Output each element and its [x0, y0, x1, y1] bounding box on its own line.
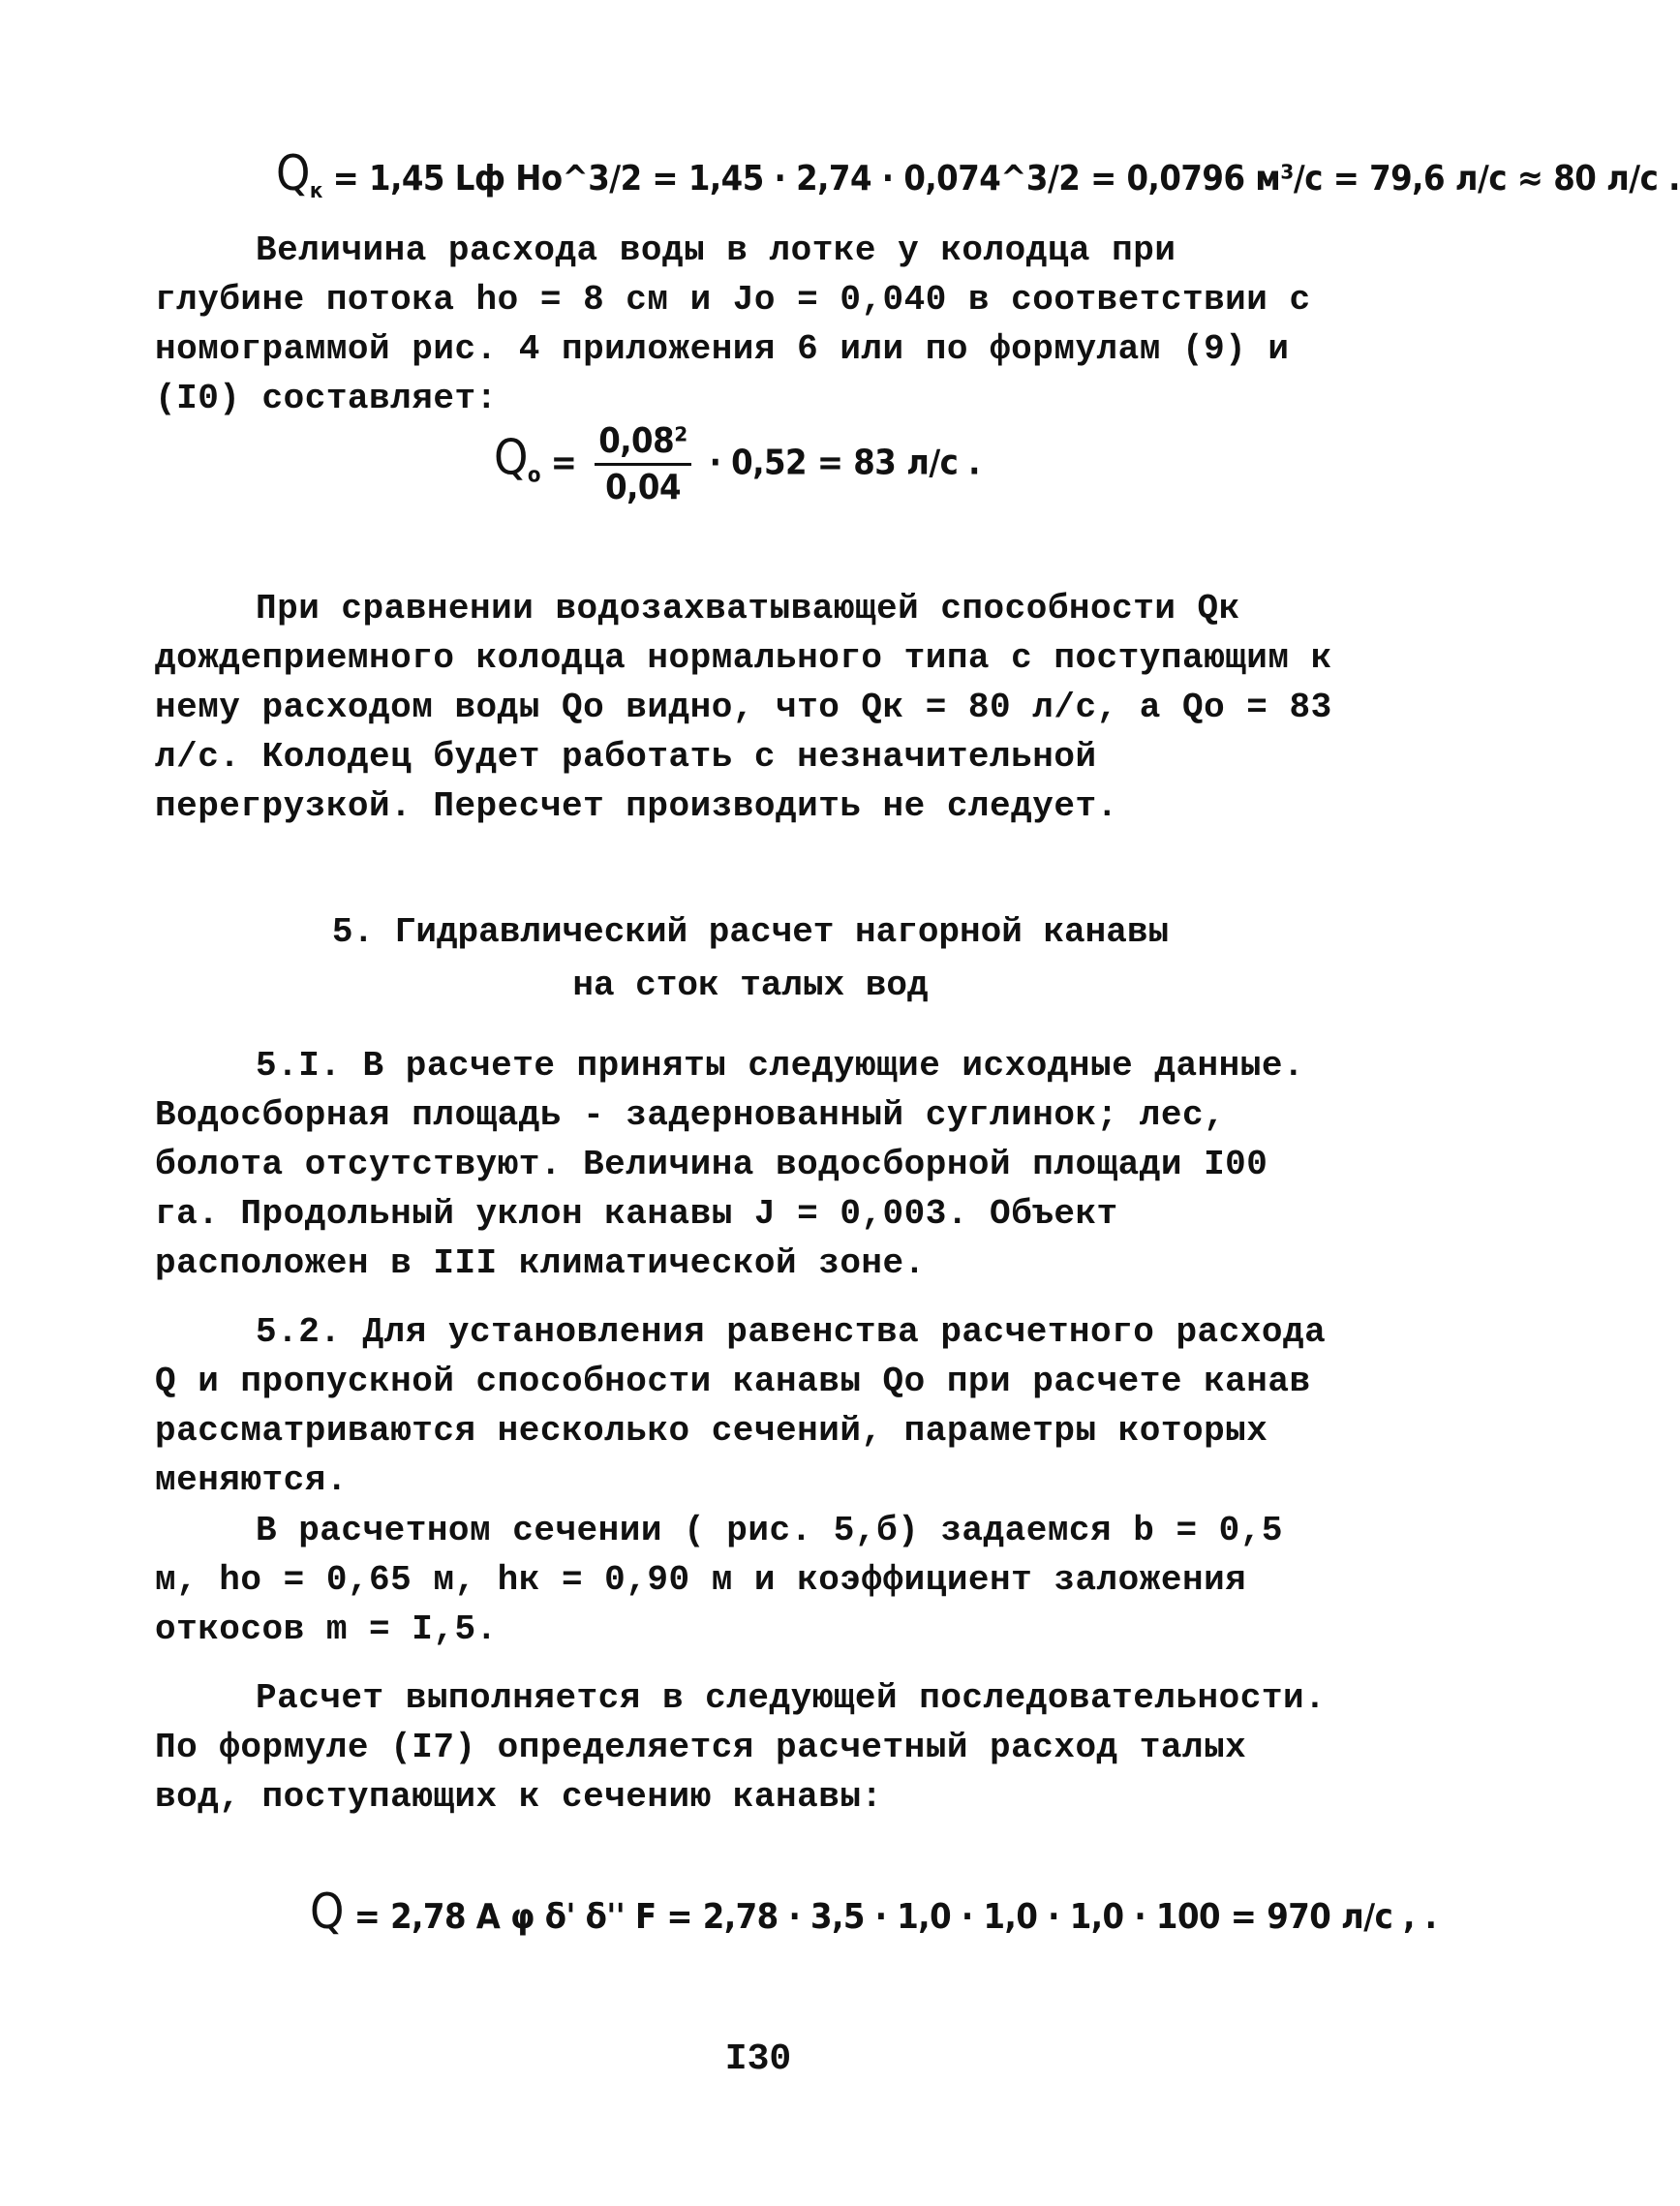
formula-q-symbol: Q [310, 1884, 344, 1940]
formula-qo-rest: · 0,52 = 83 л/с . [709, 443, 980, 483]
formula-qo-fraction [595, 421, 691, 507]
formula-qk-symbol: Q [276, 145, 310, 201]
section-heading-line-2: на сток талых вод [572, 965, 929, 1005]
formula-q [310, 1884, 1436, 1940]
formula-qk-expression: = 1,45 Lф Hо^3/2 = 1,45 · 2,74 · 0,074^3/2 = 0,0796 м³/с = 79,6 л/с ≈ 80 л/с . [332, 159, 1680, 199]
formula-qo-symbol: Q [494, 429, 528, 486]
formula-qo-numerator: 0,08² [595, 421, 691, 466]
paragraph-flow-rate: Величина расхода воды в лотке у колодца при глубине потока hо = 8 см и Jо = 0,040 в соответствии с номограммой рис. 4 приложения 6 или по формулам (9) и (I0) составляет: [155, 230, 1311, 418]
formula-qo [494, 421, 980, 507]
paragraph-calculation-order: Расчет выполняется в следующей последовательности. По формуле (I7) определяется расчетный расход талых вод, поступающих к сечению канавы: [155, 1678, 1327, 1817]
formula-qo-denominator: 0,04 [605, 468, 681, 507]
formula-qk-subscript: к [309, 179, 322, 204]
formula-qo-equals: = [550, 443, 577, 483]
section-heading-line-1: 5. Гидравлический расчет нагорной канавы [331, 912, 1170, 952]
paragraph-5-2: 5.2. Для установления равенства расчетного расхода Q и пропускной способности канавы Qо при расчете канав рассматриваются несколько сечений, параметры которых меняются. [155, 1312, 1327, 1500]
paragraph-section-params: В расчетном сечении ( рис. 5,б) задаемся b = 0,5 м, hо = 0,65 м, hк = 0,90 м и коэффициент заложения откосов m = I,5. [155, 1511, 1283, 1649]
paragraph-5-1: 5.I. В расчете приняты следующие исходные данные. Водосборная площадь - задернованный суглинок; лес, болота отсутствуют. Величина водосборной площади I00 га. Продольный уклон канавы J = 0,003. Объект расположен в III климатической зоне. [155, 1046, 1305, 1283]
page-number: I30 [724, 2038, 792, 2080]
paragraph-comparison: При сравнении водозахватывающей способности Qк дождеприемного колодца нормального типа с поступающим к нему расходом воды Qо видно, что Qк = 80 л/с, а Qо = 83 л/с. Колодец будет работать с незначительной перегрузкой. Пересчет производить не следует. [155, 589, 1332, 826]
formula-qk [276, 145, 1680, 203]
formula-q-expression: = 2,78 A φ δ' δ'' F = 2,78 · 3,5 · 1,0 · 1,0 · 1,0 · 100 = 970 л/с , . [353, 1897, 1437, 1937]
formula-qo-subscript: о [527, 463, 541, 488]
